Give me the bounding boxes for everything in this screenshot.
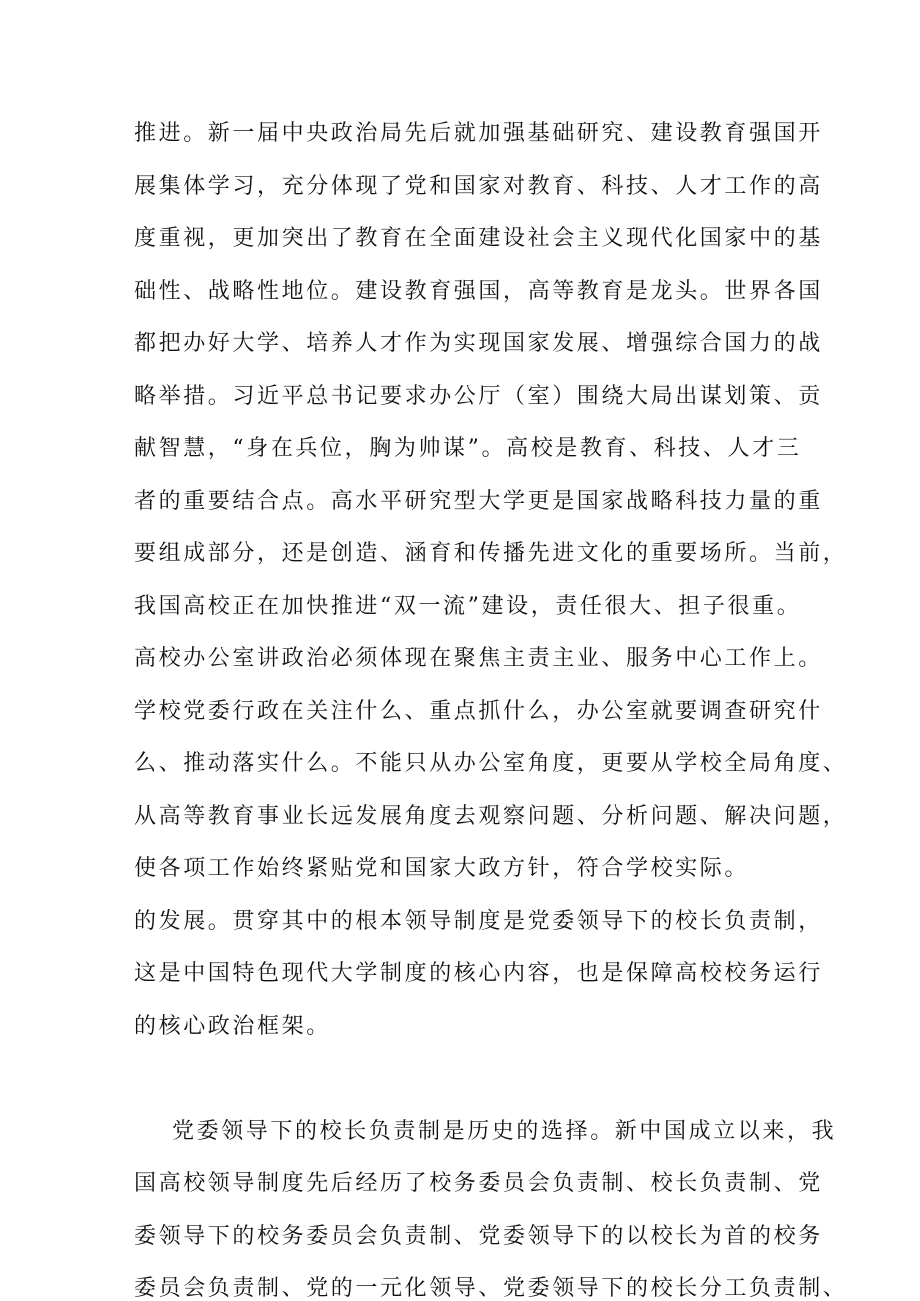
text-line: 学校党委行政在关注什么、重点抓什么，办公室就要调查研究什	[134, 698, 823, 724]
text-line: 委员会负责制、党的一元化领导、党委领导下的校长分工负责制、	[134, 1276, 848, 1301]
text-line: 献智慧，“身在兵位，胸为帅谋”。高校是教育、科技、人才三	[134, 436, 802, 461]
text-line: 国高校领导制度先后经历了校务委员会负责制、校长负责制、党	[134, 1171, 823, 1196]
text-line: 展集体学习，充分体现了党和国家对教育、科技、人才工作的高	[134, 173, 823, 199]
text-line: 都把办好大学、培养人才作为实现国家发展、增强综合国力的战	[134, 331, 823, 356]
text-line: 度重视，更加突出了教育在全面建设社会主义现代化国家中的基	[134, 226, 823, 251]
text-line: 略举措。习近平总书记要求办公厅（室）围绕大局出谋划策、贡	[134, 383, 823, 409]
text-line: 的发展。贯穿其中的根本领导制度是党委领导下的校长负责制，	[134, 908, 823, 934]
text-line: 党委领导下的校长负责制是历史的选择。新中国成立以来，我	[172, 1118, 837, 1144]
text-line: 从高等教育事业长远发展角度去观察问题、分析问题、解决问题，	[134, 803, 848, 829]
text-line: 我国高校正在加快推进“双一流”建设，责任很大、担子很重。	[134, 593, 802, 619]
text-line: 这是中国特色现代大学制度的核心内容，也是保障高校校务运行	[134, 961, 823, 986]
paragraph-gap	[134, 1053, 794, 1106]
text-line: 础性、战略性地位。建设教育强国，高等教育是龙头。世界各国	[134, 278, 823, 304]
text-line: 委领导下的校务委员会负责制、党委领导下的以校长为首的校务	[134, 1223, 823, 1249]
text-line: 推进。新一届中央政治局先后就加强基础研究、建设教育强国开	[134, 121, 823, 146]
text-line: 的核心政治框架。	[134, 1013, 331, 1039]
text-line: 么、推动落实什么。不能只从办公室角度，更要从学校全局角度、	[134, 751, 848, 776]
text-line: 使各项工作始终紧贴党和国家大政方针，符合学校实际。	[134, 856, 750, 881]
text-line: 要组成部分，还是创造、涵育和传播先进文化的重要场所。当前，	[134, 541, 848, 566]
document-body	[134, 108, 848, 1301]
text-line: 者的重要结合点。高水平研究型大学更是国家战略科技力量的重	[134, 488, 823, 514]
text-line: 高校办公室讲政治必须体现在聚焦主责主业、服务中心工作上。	[134, 646, 823, 671]
